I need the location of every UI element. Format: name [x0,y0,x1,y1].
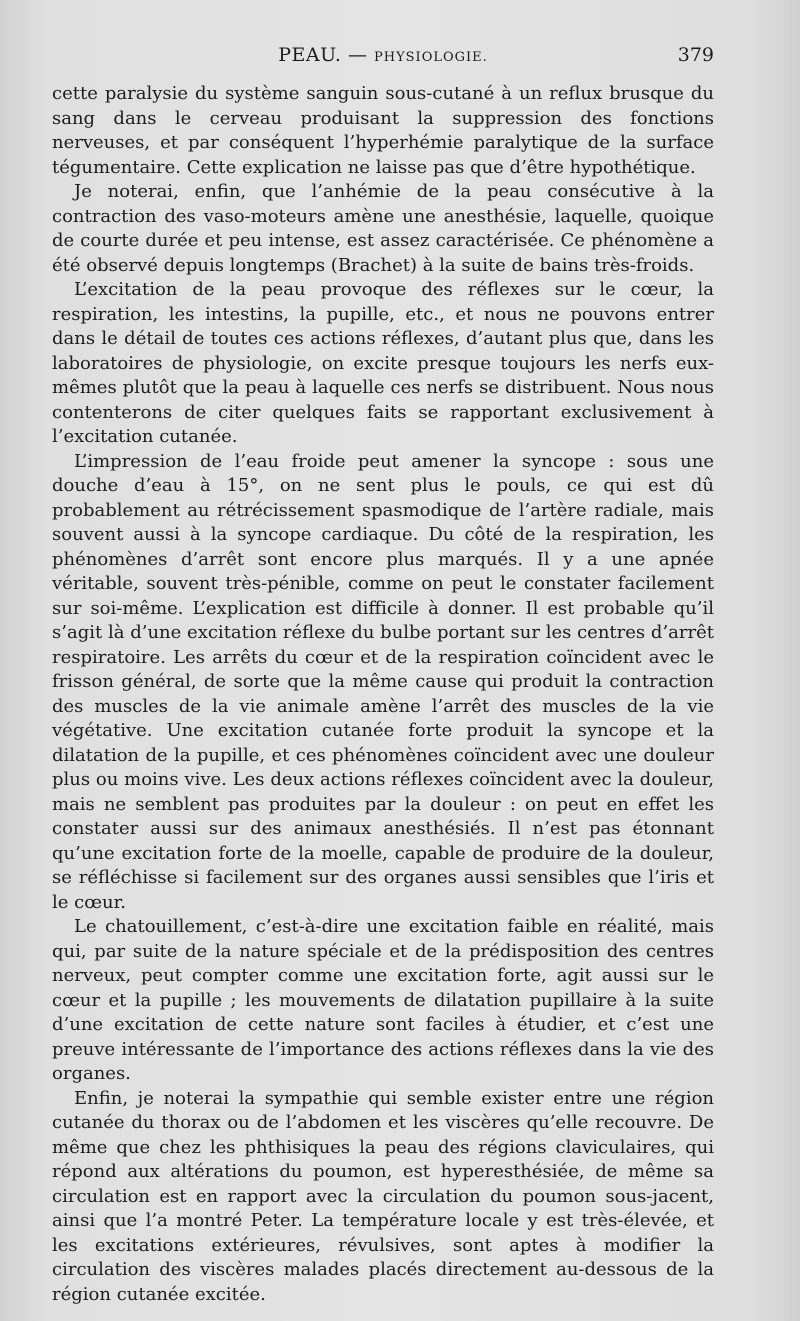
paragraph: Je noterai, enfin, que l’anhémie de la peau consécutive à la contraction des vaso-moteurs amène une anesthésie, laquelle, quoique de courte durée et peu intense, est assez caractérisée. Ce phénomène a été observé depuis longtemps (Brachet) à la suite de bains très-froids. [52,181,714,276]
paragraph: L’impression de l’eau froide peut amener la syncope : sous une douche d’eau à 15°, on ne sent plus le pouls, ce qui est dû probablement au rétrécissement spasmodique de l’artère radiale, mais souvent aussi à la syncope cardiaque. Du côté de la respiration, les phénomènes d’arrêt sont encore plus marqués. Il y a une apnée véritable, souvent très-pénible, comme on peut le constater facilement sur soi-même. L’explication est difficile à donner. Il est probable qu’il s’agit là d’une excitation réflexe du bulbe portant sur les centres d’arrêt respiratoire. Les arrêts du cœur et de la respiration coïncident avec le frisson général, de sorte que la même cause qui produit la contraction des muscles de la vie animale amène l’arrêt des muscles de la vie végétative. Une excitation cutanée forte produit la syncope et la dilatation de la pupille, et ces phénomènes coïncident avec une douleur plus ou moins vive. Les deux actions réflexes coïncident avec la douleur, mais ne semblent pas produites par la douleur : on peut en effet les constater aussi sur des animaux anesthésiés. Il n’est pas étonnant qu’une excitation forte de la moelle, capable de produire de la douleur, se réfléchisse si facilement sur des organes aussi sensibles que l’iris et le cœur. [52,450,714,913]
running-title [52,44,714,66]
body-text [52,82,714,1307]
subsection-title: PHYSIOLOGIE. [373,50,488,65]
page-header [52,44,714,76]
paragraph: cette paralysie du système sanguin sous-cutané à un reflux brusque du sang dans le cerveau produisant la suppression des fonctions nerveuses, et par conséquent l’hyperhémie paralytique de la surface tégumentaire. Cette explication ne laisse pas que d’être hypothétique. [52,83,714,178]
paragraph: Enfin, je noterai la sympathie qui semble exister entre une région cutanée du thorax ou de l’abdomen et les viscères qu’elle recouvre. De même que chez les phthisiques la peau des régions claviculaires, qui répond aux altérations du poumon, est hyperesthésiée, de même sa circulation est en rapport avec la circulation du poumon sous-jacent, ainsi que l’a montré Peter. La température locale y est très-élevée, et les excitations extérieures, révulsives, sont aptes à modifier la circulation des viscères malades placés directement au-dessous de la région cutanée excitée. [52,1087,714,1305]
section-title: PEAU. [278,44,342,66]
title-separator: — [347,44,368,66]
page-number: 379 [677,44,714,66]
paragraph: Le chatouillement, c’est-à-dire une excitation faible en réalité, mais qui, par suite de la nature spéciale et de la prédisposition des centres nerveux, peut compter comme une excitation forte, agit aussi sur le cœur et la pupille ; les mouvements de dilatation pupillaire à la suite d’une excitation de cette nature sont faciles à étudier, et c’est une preuve intéressante de l’importance des actions réflexes dans la vie des organes. [52,916,714,1084]
paragraph: L’excitation de la peau provoque des réflexes sur le cœur, la respiration, les intestins, la pupille, etc., et nous ne pouvons entrer dans le détail de toutes ces actions réflexes, d’autant plus que, dans les laboratoires de physiologie, on excite presque toujours les nerfs eux-mêmes plutôt que la peau à laquelle ces nerfs se distribuent. Nous nous contenterons de citer quelques faits se rapportant exclusivement à l’excitation cutanée. [52,279,714,447]
